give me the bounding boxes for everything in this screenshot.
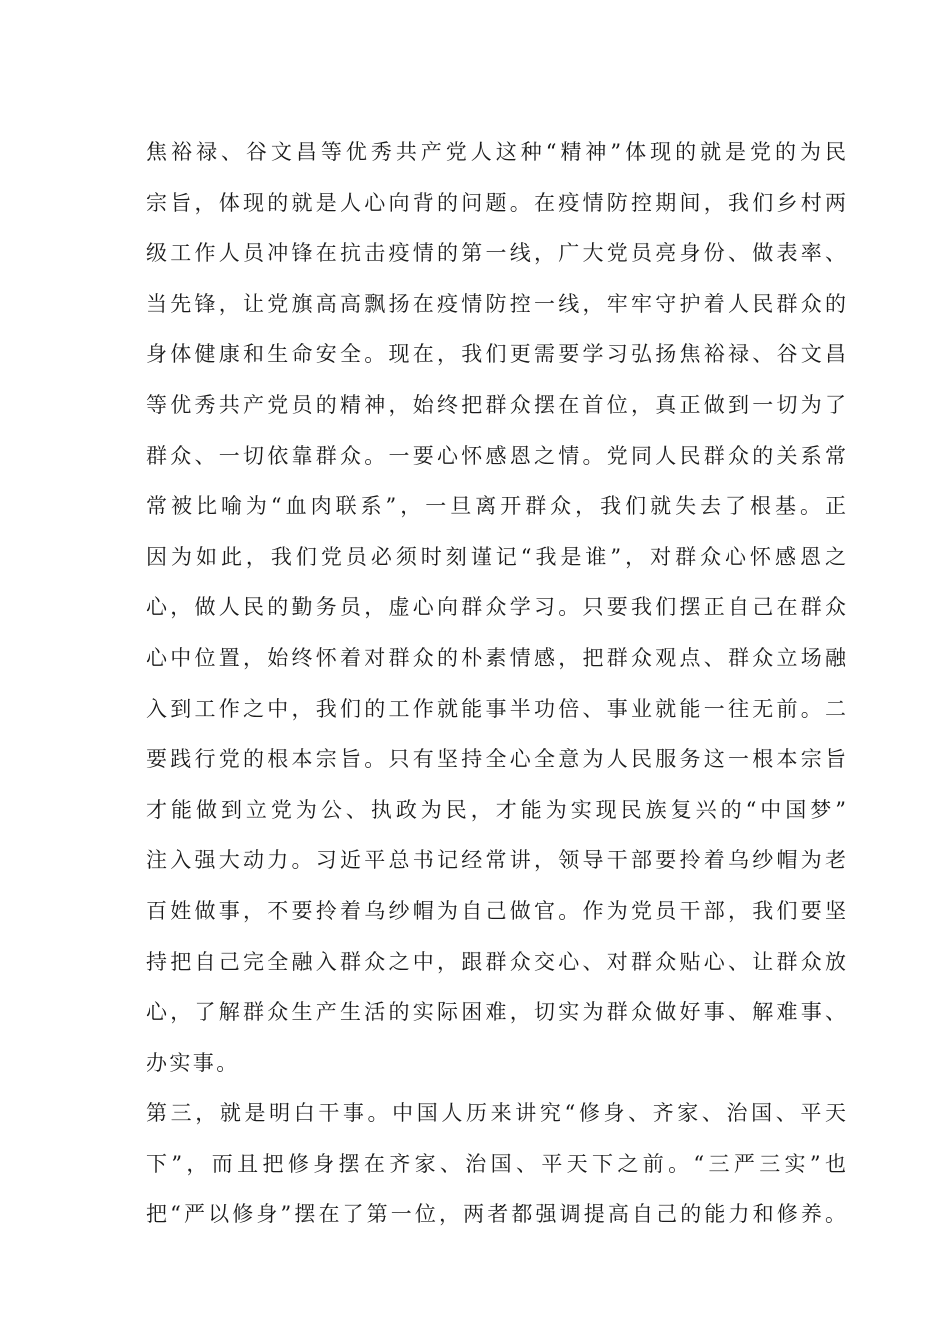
text-line: 第三，就是明白干事。中国人历来讲究“修身、齐家、治国、平天 (146, 1101, 846, 1126)
text-line: 身体健康和生命安全。现在，我们更需要学习弘扬焦裕禄、谷文昌 (146, 342, 846, 367)
text-line: 当先锋，让党旗高高飘扬在疫情防控一线，牢牢守护着人民群众的 (146, 291, 846, 316)
text-line: 下”，而且把修身摆在齐家、治国、平天下之前。“三严三实”也 (146, 1151, 846, 1176)
text-line: 注入强大动力。习近平总书记经常讲，领导干部要拎着乌纱帽为老 (146, 848, 846, 873)
text-line: 入到工作之中，我们的工作就能事半功倍、事业就能一往无前。二 (146, 696, 846, 721)
text-line: 持把自己完全融入群众之中，跟群众交心、对群众贴心、让群众放 (146, 949, 846, 974)
text-line: 心，做人民的勤务员，虚心向群众学习。只要我们摆正自己在群众 (146, 595, 846, 620)
text-line: 等优秀共产党员的精神，始终把群众摆在首位，真正做到一切为了 (146, 392, 846, 417)
text-line: 心中位置，始终怀着对群众的朴素情感，把群众观点、群众立场融 (146, 645, 846, 670)
text-line: 群众、一切依靠群众。一要心怀感恩之情。党同人民群众的关系常 (146, 443, 846, 468)
text-line: 宗旨，体现的就是人心向背的问题。在疫情防控期间，我们乡村两 (146, 190, 846, 215)
text-line: 常被比喻为“血肉联系”，一旦离开群众，我们就失去了根基。正 (146, 494, 846, 519)
text-line: 把“严以修身”摆在了第一位，两者都强调提高自己的能力和修养。 (146, 1202, 846, 1227)
text-line: 办实事。 (146, 1050, 240, 1075)
text-line: 要践行党的根本宗旨。只有坚持全心全意为人民服务这一根本宗旨 (146, 747, 846, 772)
text-line: 百姓做事，不要拎着乌纱帽为自己做官。作为党员干部，我们要坚 (146, 898, 846, 923)
text-line: 才能做到立党为公、执政为民，才能为实现民族复兴的“中国梦” (146, 797, 846, 822)
body-text (146, 132, 846, 1245)
text-line: 焦裕禄、谷文昌等优秀共产党人这种“精神”体现的就是党的为民 (146, 140, 846, 164)
text-line: 级工作人员冲锋在抗击疫情的第一线，广大党员亮身份、做表率、 (146, 241, 846, 266)
text-line: 心，了解群众生产生活的实际困难，切实为群众做好事、解难事、 (146, 1000, 846, 1025)
text-line: 因为如此，我们党员必须时刻谨记“我是谁”，对群众心怀感恩之 (146, 544, 846, 569)
